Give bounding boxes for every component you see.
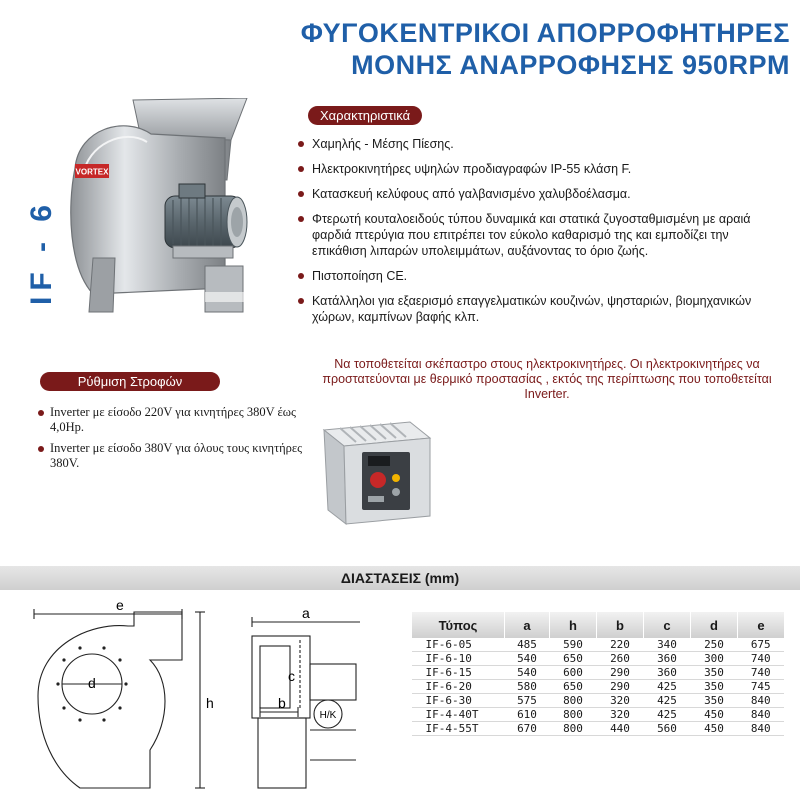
cell: 650	[550, 652, 597, 666]
cell: 320	[597, 708, 644, 722]
cell: 425	[644, 708, 691, 722]
cell: 320	[597, 694, 644, 708]
table-row	[412, 708, 785, 722]
dim-label-d: d	[88, 675, 96, 691]
cell: 800	[550, 722, 597, 736]
list-item: Κατάλληλοι για εξαερισμό επαγγελματικών κουζινών, ψησταριών, βιομηχανικών χώρων, καμπίνων βαφής κλπ.	[296, 293, 776, 325]
table-row	[412, 680, 785, 694]
cell: 740	[738, 652, 785, 666]
cell: 800	[550, 708, 597, 722]
cell: 840	[738, 694, 785, 708]
table-row	[412, 666, 785, 680]
cell: 350	[691, 680, 738, 694]
dim-label-c: c	[288, 668, 295, 684]
table-row	[412, 694, 785, 708]
inverter-icon	[318, 416, 436, 532]
cell: 300	[691, 652, 738, 666]
cell: 580	[505, 680, 550, 694]
cell: 740	[738, 666, 785, 680]
cell: 840	[738, 708, 785, 722]
cell: 745	[738, 680, 785, 694]
centrifugal-fan-icon	[55, 98, 260, 320]
list-item: Φτερωτή κουταλοειδούς τύπου δυναμικά και στατικά ζυγοσταθμισμένη με αραιά φαρδιά πτερύγια που επιτρέπει τον εύκολο καθαρισμό της και εμποδίζει την επικάθιση λιπαρών υπολειμμάτων, αυξάνοντας το όριο ζωής.	[296, 211, 776, 259]
cell: 450	[691, 722, 738, 736]
list-item: Inverter με είσοδο 220V για κινητήρες 380V έως 4,0Hp.	[36, 405, 326, 435]
cell: 560	[644, 722, 691, 736]
column-header: d	[691, 612, 738, 638]
cell: 670	[505, 722, 550, 736]
table-row	[412, 722, 785, 736]
cell: 540	[505, 666, 550, 680]
cell: IF-6-30	[412, 694, 505, 708]
cell: 260	[597, 652, 644, 666]
cell: 675	[738, 638, 785, 652]
model-code: IF - 6	[25, 199, 58, 306]
cell: IF-6-15	[412, 666, 505, 680]
cell: 250	[691, 638, 738, 652]
cell: IF-6-10	[412, 652, 505, 666]
table-row	[412, 652, 785, 666]
page-title-line2: ΜΟΝΗΣ ΑΝΑΡΡΟΦΗΣΗΣ 950RPM	[351, 50, 790, 80]
dim-label-h: h	[206, 695, 214, 711]
cell: 600	[550, 666, 597, 680]
dimension-drawing	[20, 600, 360, 795]
cell: 800	[550, 694, 597, 708]
cell: 840	[738, 722, 785, 736]
cell: IF-6-20	[412, 680, 505, 694]
dimensions-table	[411, 612, 784, 736]
list-item: Χαμηλής - Μέσης Πίεσης.	[296, 136, 776, 152]
dimensions-bar	[0, 566, 800, 590]
column-header: c	[644, 612, 691, 638]
cell: 425	[644, 694, 691, 708]
cell: IF-4-55T	[412, 722, 505, 736]
dim-label-a: a	[302, 605, 310, 621]
cell: 350	[691, 694, 738, 708]
dimensions-heading: ΔΙΑΣΤΑΣΕΙΣ (mm)	[340, 570, 460, 586]
features-heading: Χαρακτηριστικά	[308, 106, 422, 125]
column-header: e	[738, 612, 785, 638]
table-row	[412, 638, 785, 652]
speed-control-list	[36, 405, 326, 477]
cell: 350	[691, 666, 738, 680]
column-header: Τύπος	[412, 612, 505, 638]
speed-control-heading: Ρύθμιση Στροφών	[40, 372, 220, 391]
list-item: Πιστοποίηση CE.	[296, 268, 776, 284]
list-item: Κατασκευή κελύφους από γαλβανισμένο χαλυβδοέλασμα.	[296, 186, 776, 202]
warning-note: Να τοποθετείται σκέπαστρο στους ηλεκτροκινητήρες. Οι ηλεκτροκινητήρες να προστατεύονται με θερμικό προστασίας , εκτός της περίπτωσης που τοποθετείται Inverter.	[322, 357, 772, 401]
dim-label-b: b	[278, 695, 286, 711]
table-header-row	[412, 612, 785, 638]
list-item: Ηλεκτροκινητήρες υψηλών προδιαγραφών IP-55 κλάση F.	[296, 161, 776, 177]
cell: 650	[550, 680, 597, 694]
cell: 360	[644, 666, 691, 680]
column-header: b	[597, 612, 644, 638]
cell: 425	[644, 680, 691, 694]
cell: 220	[597, 638, 644, 652]
column-header: a	[505, 612, 550, 638]
dim-label-hk: H/K	[319, 710, 337, 721]
cell: 290	[597, 680, 644, 694]
cell: 450	[691, 708, 738, 722]
cell: 575	[505, 694, 550, 708]
cell: 440	[597, 722, 644, 736]
list-item: Inverter με είσοδο 380V για όλους τους κινητήρες 380V.	[36, 441, 326, 471]
cell: 540	[505, 652, 550, 666]
cell: 610	[505, 708, 550, 722]
cell: 485	[505, 638, 550, 652]
dim-label-e: e	[116, 600, 124, 613]
cell: IF-6-05	[412, 638, 505, 652]
cell: 360	[644, 652, 691, 666]
brand-logo: VORTEX	[75, 167, 109, 177]
cell: IF-4-40T	[412, 708, 505, 722]
column-header: h	[550, 612, 597, 638]
cell: 290	[597, 666, 644, 680]
cell: 340	[644, 638, 691, 652]
features-list	[296, 136, 776, 334]
cell: 590	[550, 638, 597, 652]
page-title-line1: ΦΥΓΟΚΕΝΤΡΙΚΟΙ ΑΠΟΡΡΟΦΗΤΗΡΕΣ	[300, 18, 790, 48]
